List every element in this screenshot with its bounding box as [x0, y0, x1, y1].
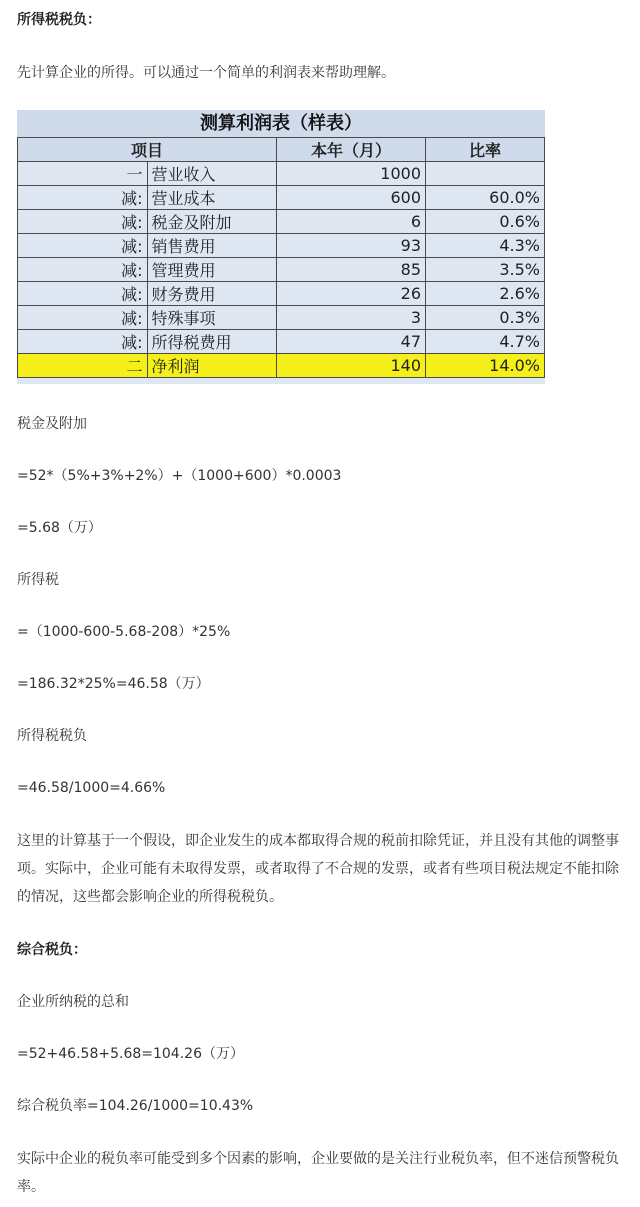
- row-item: 特殊事项: [147, 306, 277, 330]
- table-row: [18, 234, 545, 258]
- table-row: [18, 282, 545, 306]
- row-value: 85: [277, 258, 426, 282]
- row-value: 140: [277, 354, 426, 378]
- calc-line: =5.68（万）: [17, 520, 102, 536]
- section-heading-total-tax: 综合税负：: [17, 942, 87, 958]
- row-prefix: 减:: [18, 258, 148, 282]
- row-ratio: 14.0%: [426, 354, 545, 378]
- table-row: [18, 330, 545, 354]
- calc-line: 企业所纳税的总和: [17, 994, 129, 1010]
- row-ratio: 0.6%: [426, 210, 545, 234]
- section-heading-income-tax: 所得税税负：: [17, 12, 101, 28]
- header-ratio: 比率: [426, 138, 545, 162]
- row-ratio: [426, 162, 545, 186]
- table-row: [18, 162, 545, 186]
- profit-table-image: [17, 110, 545, 384]
- calc-line: 综合税负率=104.26/1000=10.43%: [17, 1098, 254, 1114]
- row-item: 财务费用: [147, 282, 277, 306]
- row-prefix: 一: [18, 162, 148, 186]
- table-row-highlighted: [18, 354, 545, 378]
- row-ratio: 4.7%: [426, 330, 545, 354]
- table-row: [18, 306, 545, 330]
- row-prefix: 减:: [18, 330, 148, 354]
- conclusion-paragraph: 实际中企业的税负率可能受到多个因素的影响，企业要做的是关注行业税负率，但不迷信预警税负率。: [17, 1151, 619, 1195]
- row-ratio: 4.3%: [426, 234, 545, 258]
- table-row: [18, 186, 545, 210]
- row-prefix: 减:: [18, 282, 148, 306]
- row-prefix: 减:: [18, 234, 148, 258]
- row-prefix: 二: [18, 354, 148, 378]
- row-value: 1000: [277, 162, 426, 186]
- row-item: 所得税费用: [147, 330, 277, 354]
- calc-line: 税金及附加: [17, 416, 87, 432]
- row-value: 600: [277, 186, 426, 210]
- row-item: 营业成本: [147, 186, 277, 210]
- header-item: 项目: [18, 138, 277, 162]
- row-ratio: 2.6%: [426, 282, 545, 306]
- intro-text: 先计算企业的所得。可以通过一个简单的利润表来帮助理解。: [17, 65, 395, 81]
- row-prefix: 减:: [18, 210, 148, 234]
- calc-line: =186.32*25%=46.58（万）: [17, 676, 210, 692]
- assumption-paragraph: 这里的计算基于一个假设，即企业发生的成本都取得合规的税前扣除凭证，并且没有其他的调整事项。实际中，企业可能有未取得发票，或者取得了不合规的发票，或者有些项目税法规定不能扣除的情况，这些都会影响企业的所得税税负。: [17, 833, 619, 905]
- row-value: 47: [277, 330, 426, 354]
- calc-line: =（1000-600-5.68-208）*25%: [17, 624, 231, 640]
- table-header-row: [18, 138, 545, 162]
- calc-line: 所得税: [17, 572, 59, 588]
- row-prefix: 减:: [18, 186, 148, 210]
- table-row: [18, 210, 545, 234]
- table-title: 测算利润表（样表）: [17, 110, 545, 137]
- table-row: [18, 258, 545, 282]
- row-value: 93: [277, 234, 426, 258]
- row-value: 26: [277, 282, 426, 306]
- row-prefix: 减:: [18, 306, 148, 330]
- calc-line: =52+46.58+5.68=104.26（万）: [17, 1046, 244, 1062]
- row-item: 管理费用: [147, 258, 277, 282]
- calc-line: =52*（5%+3%+2%）+（1000+600）*0.0003: [17, 468, 342, 484]
- profit-table: [17, 137, 545, 378]
- row-item: 税金及附加: [147, 210, 277, 234]
- row-item: 净利润: [147, 354, 277, 378]
- header-value: 本年（月）: [277, 138, 426, 162]
- calc-line: =46.58/1000=4.66%: [17, 780, 166, 796]
- row-ratio: 60.0%: [426, 186, 545, 210]
- row-item: 销售费用: [147, 234, 277, 258]
- calc-line: 所得税税负: [17, 728, 87, 744]
- row-value: 3: [277, 306, 426, 330]
- row-ratio: 3.5%: [426, 258, 545, 282]
- row-value: 6: [277, 210, 426, 234]
- row-item: 营业收入: [147, 162, 277, 186]
- row-ratio: 0.3%: [426, 306, 545, 330]
